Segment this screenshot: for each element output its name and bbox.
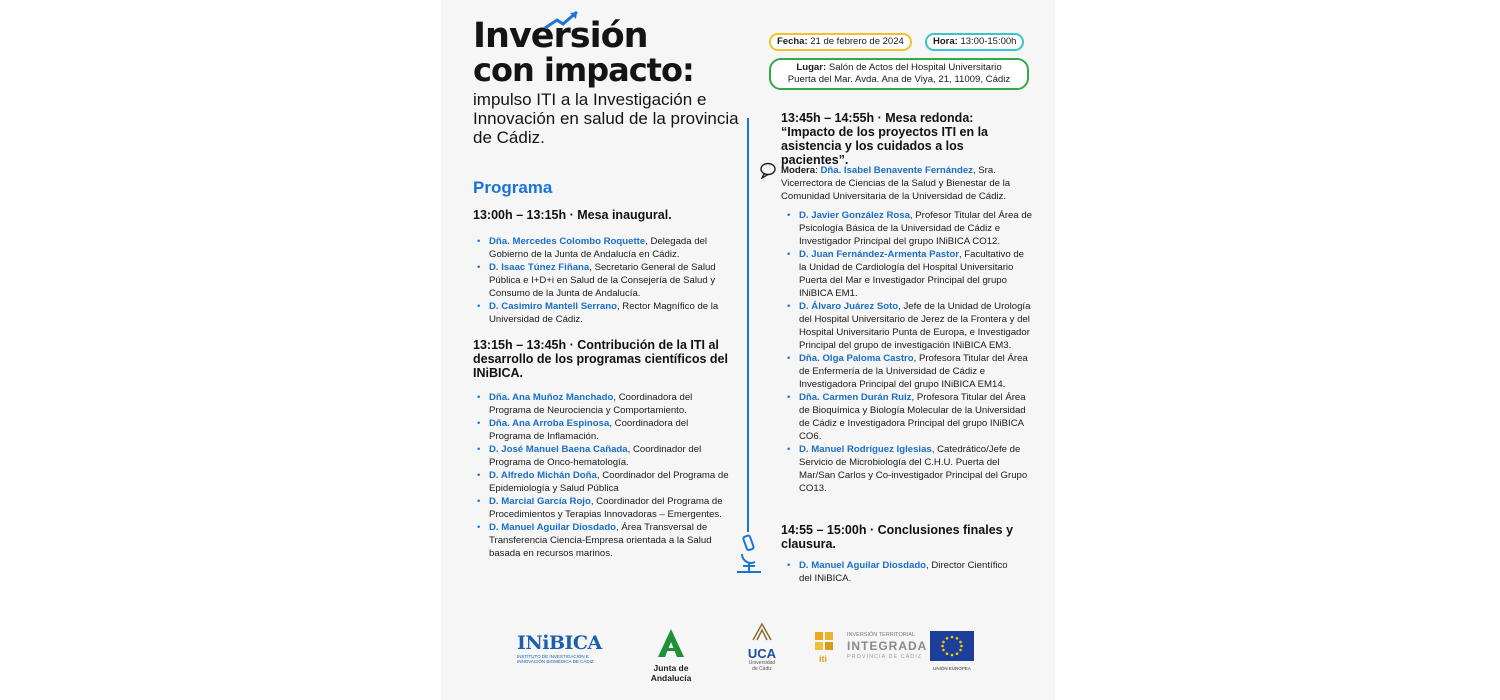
- programa-heading: Programa: [473, 178, 553, 197]
- junta-andalucia-emblem-icon: [656, 628, 686, 658]
- session-1-list: [473, 235, 733, 326]
- iti-logo: [811, 628, 928, 668]
- inibica-subtitle-2: INNOVACIÓN BIOMÉDICA DE CÁDIZ: [517, 659, 594, 664]
- list-item: [473, 443, 733, 469]
- event-poster: [441, 0, 1055, 700]
- inibica-logo: [517, 632, 602, 664]
- speaker-name: D. Marcial García Rojo: [489, 496, 591, 507]
- moderator-name: Dña. Isabel Benavente Fernández: [820, 165, 973, 176]
- iti-emblem-icon: [811, 630, 839, 656]
- list-item: [473, 391, 733, 417]
- list-item: [783, 352, 1033, 391]
- speaker-name: D. Juan Fernández-Armenta Pastor: [799, 249, 959, 260]
- uca-crest-icon: [749, 622, 775, 642]
- speaker-role: , Jefe de la Unidad de Urología del Hospital Universitario de Jerez de la Frontera y del Hospital Universitario Punta de Europa, e Investigador Principal del grupo de investigación INiBICA EM3.: [799, 301, 1031, 351]
- moderator-block: Modera: Dña. Isabel Benavente Fernández, Sra. Vicerrectora de Ciencias de la Salud y Bienestar de la Comunidad Universitaria de la Universidad de Cádiz.: [781, 165, 1011, 202]
- list-item: [473, 469, 733, 495]
- speaker-role: , Coordinador del Programa de Epidemiología y Salud Pública: [489, 470, 729, 494]
- place-box: [769, 58, 1029, 90]
- list-item: [473, 521, 733, 560]
- speaker-role: , Director Científico del INiBICA.: [799, 560, 1008, 584]
- list-item: [473, 495, 733, 521]
- session-2-heading: 13:15h – 13:45h · Contribución de la ITI al desarrollo de los programas científicos del INiBICA.: [473, 338, 728, 380]
- date-label: Fecha:: [777, 36, 808, 47]
- speaker-role: , Coordinadora del Programa de Inflamación.: [489, 418, 689, 442]
- uca-subtitle-2: de Cádiz: [752, 666, 772, 672]
- list-item: [783, 209, 1033, 248]
- speaker-role: , Área Transversal de Transferencia Ciencia-Empresa orientada a la Salud basada en recursos marinos.: [489, 522, 712, 559]
- speaker-name: Dña. Ana Muñoz Manchado: [489, 392, 614, 403]
- list-item: [783, 559, 1023, 585]
- speaker-name: D. Manuel Rodríguez Iglesias: [799, 444, 932, 455]
- session-1-heading: 13:00h – 13:15h · Mesa inaugural.: [473, 208, 672, 222]
- speech-bubbles-icon: [759, 161, 779, 179]
- uca-subtitle-1: Universidad: [748, 660, 776, 666]
- list-item: [473, 261, 733, 300]
- speaker-role: , Coordinador del Programa de Onco-hematología.: [489, 444, 702, 468]
- time-label: Hora:: [933, 36, 958, 47]
- list-item: [473, 417, 733, 443]
- speaker-role: , Facultativo de la Unidad de Cardiología del Hospital Universitario Puerta del Mar e Investigador Principal del grupo INiBICA EM1.: [799, 249, 1024, 299]
- speaker-role: , Profesora Titular del Área de Bioquímica y Biología Molecular de la Universidad de Cádiz e Investigadora Principal del grupo INiBICA CO6.: [799, 392, 1026, 442]
- uca-logo: [739, 622, 785, 672]
- rising-arrow-icon: [543, 10, 583, 30]
- title-line-2: con impacto:: [473, 51, 694, 89]
- list-item: [783, 248, 1033, 300]
- timeline-divider: [747, 118, 749, 532]
- speaker-name: Dña. Ana Arroba Espinosa: [489, 418, 610, 429]
- list-item: [783, 443, 1033, 495]
- microscope-icon: [733, 532, 765, 576]
- uca-wordmark: UCA: [747, 646, 777, 661]
- eu-label: UNIÓN EUROPEA: [933, 666, 971, 671]
- eu-logo: [929, 631, 975, 671]
- iti-mark: iti: [819, 654, 827, 664]
- speaker-name: D. Isaac Túnez Fiñana: [489, 262, 590, 273]
- title-line-1: Inversión: [473, 16, 648, 56]
- junta-andalucia-logo: [633, 628, 709, 683]
- iti-main-line: INTEGRADA: [847, 639, 928, 653]
- speaker-name: D. Javier González Rosa: [799, 210, 910, 221]
- moderator-label: Modera: [781, 165, 816, 176]
- speaker-role: , Catedrático/Jefe de Servicio de Microbiología del C.H.U. Puerta del Mar/San Carlos y Co-investigador Principal del Grupo CO13.: [799, 444, 1028, 494]
- iti-sub-line: PROVINCIA DE CÁDIZ: [847, 654, 923, 660]
- speaker-role: , Rector Magnífico de la Universidad de Cádiz.: [489, 301, 719, 325]
- inibica-wordmark: INiBICA: [517, 632, 602, 654]
- session-3-heading: 13:45h – 14:55h · Mesa redonda: “Impacto de los proyectos ITI en la asistencia y los cuidados a los pacientes”.: [781, 111, 988, 167]
- place-line-1: Salón de Actos del Hospital Universitario: [828, 62, 1002, 73]
- speaker-name: D. Alfredo Michán Doña: [489, 470, 597, 481]
- inibica-subtitle-1: INSTITUTO DE INVESTIGACIÓN E: [517, 654, 589, 659]
- speaker-name: Dña. Carmen Durán Ruiz: [799, 392, 912, 403]
- speaker-role: , Coordinadora del Programa de Neurociencia y Comportamiento.: [489, 392, 693, 416]
- eu-flag-icon: [930, 631, 974, 661]
- place-label: Lugar:: [796, 62, 827, 73]
- iti-top-line: INVERSIÓN TERRITORIAL: [847, 632, 915, 638]
- date-pill: [769, 33, 912, 51]
- speaker-role: , Delegada del Gobierno de la Junta de Andalucía en Cádiz.: [489, 236, 708, 260]
- junta-andalucia-label: Junta de Andalucía: [650, 663, 692, 683]
- session-4-heading: 14:55 – 15:00h · Conclusiones finales y clausura.: [781, 523, 1014, 551]
- speaker-name: D. Álvaro Juárez Soto: [799, 301, 899, 312]
- speaker-name: D. José Manuel Baena Cañada: [489, 444, 628, 455]
- place-line-2: Puerta del Mar. Avda. Ana de Viya, 21, 11009, Cádiz: [787, 74, 1011, 85]
- session-4-list: [783, 559, 1023, 585]
- list-item: [473, 300, 733, 326]
- session-3-list: [783, 209, 1033, 495]
- speaker-name: D. Manuel Aguilar Diosdado: [489, 522, 617, 533]
- date-value: 21 de febrero de 2024: [810, 36, 904, 47]
- moderator-role: , Sra. Vicerrectora de Ciencias de la Salud y Bienestar de la Comunidad Universitaria de la Universidad de Cádiz.: [781, 165, 1011, 202]
- list-item: [783, 300, 1033, 352]
- speaker-name: Dña. Mercedes Colombo Roquette: [489, 236, 646, 247]
- time-pill: [925, 33, 1024, 51]
- time-value: 13:00-15:00h: [960, 36, 1017, 47]
- event-subtitle: impulso ITI a la Investigación e Innovación en salud de la provincia de Cádiz.: [473, 90, 739, 147]
- speaker-name: Dña. Olga Paloma Castro: [799, 353, 914, 364]
- list-item: [783, 391, 1033, 443]
- speaker-name: D. Casimiro Mantell Serrano: [489, 301, 617, 312]
- speaker-role: , Secretario General de Salud Pública e I+D+i en Salud de la Consejería de Salud y Consumo de la Junta de Andalucía.: [489, 262, 716, 299]
- speaker-name: D. Manuel Aguilar Diosdado: [799, 560, 927, 571]
- session-2-list: [473, 391, 733, 560]
- list-item: [473, 235, 733, 261]
- speaker-role: , Coordinador del Programa de Procedimientos y Terapias Innovadoras – Emergentes.: [489, 496, 723, 520]
- speaker-role: , Profesor Titular del Área de Psicología Básica de la Universidad de Cádiz e Investigador Principal del grupo INiBICA CO12.: [799, 210, 1033, 247]
- speaker-role: , Profesora Titular del Área de Enfermería de la Universidad de Cádiz e Investigadora Principal del grupo INiBICA EM14.: [799, 353, 1028, 390]
